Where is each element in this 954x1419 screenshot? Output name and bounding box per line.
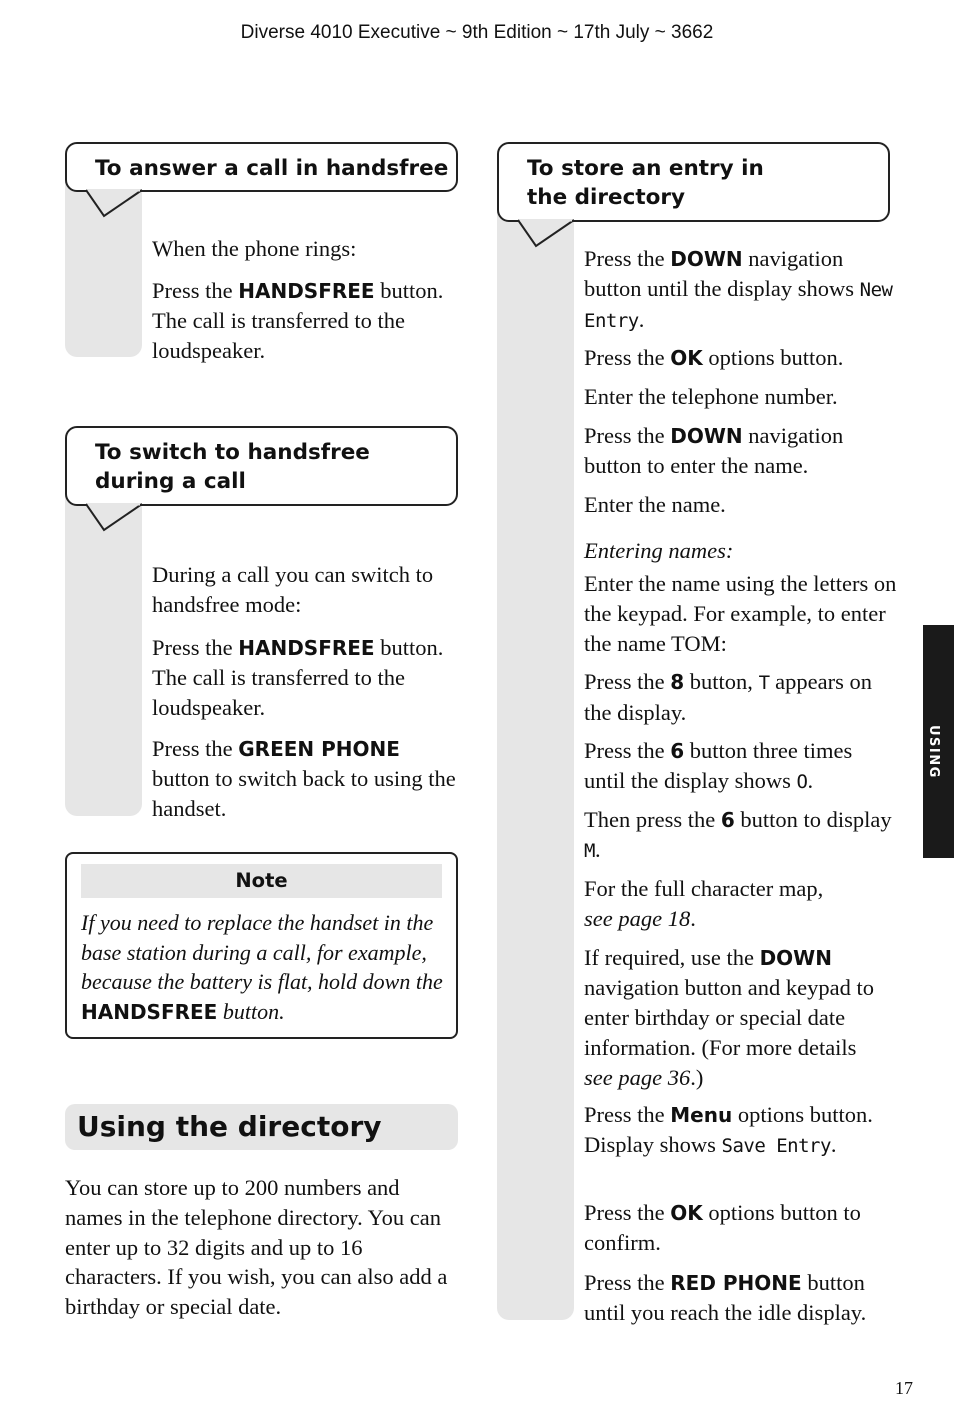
store-step-7: Press the 6 button three times until the display shows O. <box>584 738 853 793</box>
store-heading-box <box>497 142 890 222</box>
store-gray-bar <box>497 210 574 1320</box>
page-number: 17 <box>895 1378 913 1398</box>
switch-heading-box <box>65 426 458 506</box>
answer-heading: To answer a call in handsfree <box>95 156 449 181</box>
store-step-4: Press the DOWN navigation button to enter the name. <box>584 423 844 478</box>
store-step-2: Press the OK options button. <box>584 345 844 370</box>
store-step-9: For the full character map, see page 18. <box>584 876 824 931</box>
running-header: Diverse 4010 Executive ~ 9th Edition ~ 17th July ~ 3662 <box>240 22 714 43</box>
answer-step: Press the HANDSFREE button. The call is transferred to the loudspeaker. <box>152 278 444 363</box>
switch-notch <box>86 503 146 533</box>
store-notch <box>518 219 578 249</box>
store-heading: To store an entry in the directory <box>527 156 764 210</box>
answer-heading-box <box>65 142 458 192</box>
side-tab-label: USING <box>926 725 941 779</box>
store-step-13: Press the RED PHONE button until you reach the idle display. <box>584 1270 867 1325</box>
switch-step-handsfree: Press the HANDSFREE button. The call is transferred to the loudspeaker. <box>152 635 444 720</box>
section-side-tab <box>923 625 954 858</box>
store-step-5: Enter the name. <box>584 492 726 517</box>
directory-heading: Using the directory <box>65 1104 458 1150</box>
switch-step-green-phone: Press the GREEN PHONE button to switch back to using the handset. <box>152 736 456 821</box>
store-step-1: Press the DOWN navigation button until the display shows New Entry. <box>584 246 893 332</box>
store-step-12: Press the OK options button to confirm. <box>584 1200 861 1255</box>
store-step-3: Enter the telephone number. <box>584 384 838 409</box>
note-body: If you need to replace the handset in the base station during a call, for example, because the battery is flat, hold down the HANDSFREE button. <box>81 910 443 1024</box>
note-box <box>65 852 458 1039</box>
store-step-10: If required, use the DOWN navigation button and keypad to enter birthday or special date information. (For more details see page 36.) <box>584 945 874 1090</box>
store-step-8: Then press the 6 button to display M. <box>584 807 892 862</box>
entering-names-body: Enter the name using the letters on the keypad. For example, to enter the name TOM: <box>584 571 897 656</box>
answer-intro: When the phone rings: <box>152 236 357 261</box>
answer-notch <box>86 189 146 219</box>
switch-heading: To switch to handsfree during a call <box>95 440 370 494</box>
directory-body: You can store up to 200 numbers and names in the telephone directory. You can enter up to 32 digits and up to 16 characters. If you wish, you can also add a birthday or special date. <box>65 1175 448 1320</box>
note-heading: Note <box>81 864 442 898</box>
switch-intro: During a call you can switch to handsfree mode: <box>152 562 434 617</box>
entering-names-title: Entering names: <box>584 538 734 563</box>
store-step-11: Press the Menu options button. Display shows Save Entry. <box>584 1102 873 1157</box>
store-step-6: Press the 8 button, T appears on the display. <box>584 669 872 725</box>
